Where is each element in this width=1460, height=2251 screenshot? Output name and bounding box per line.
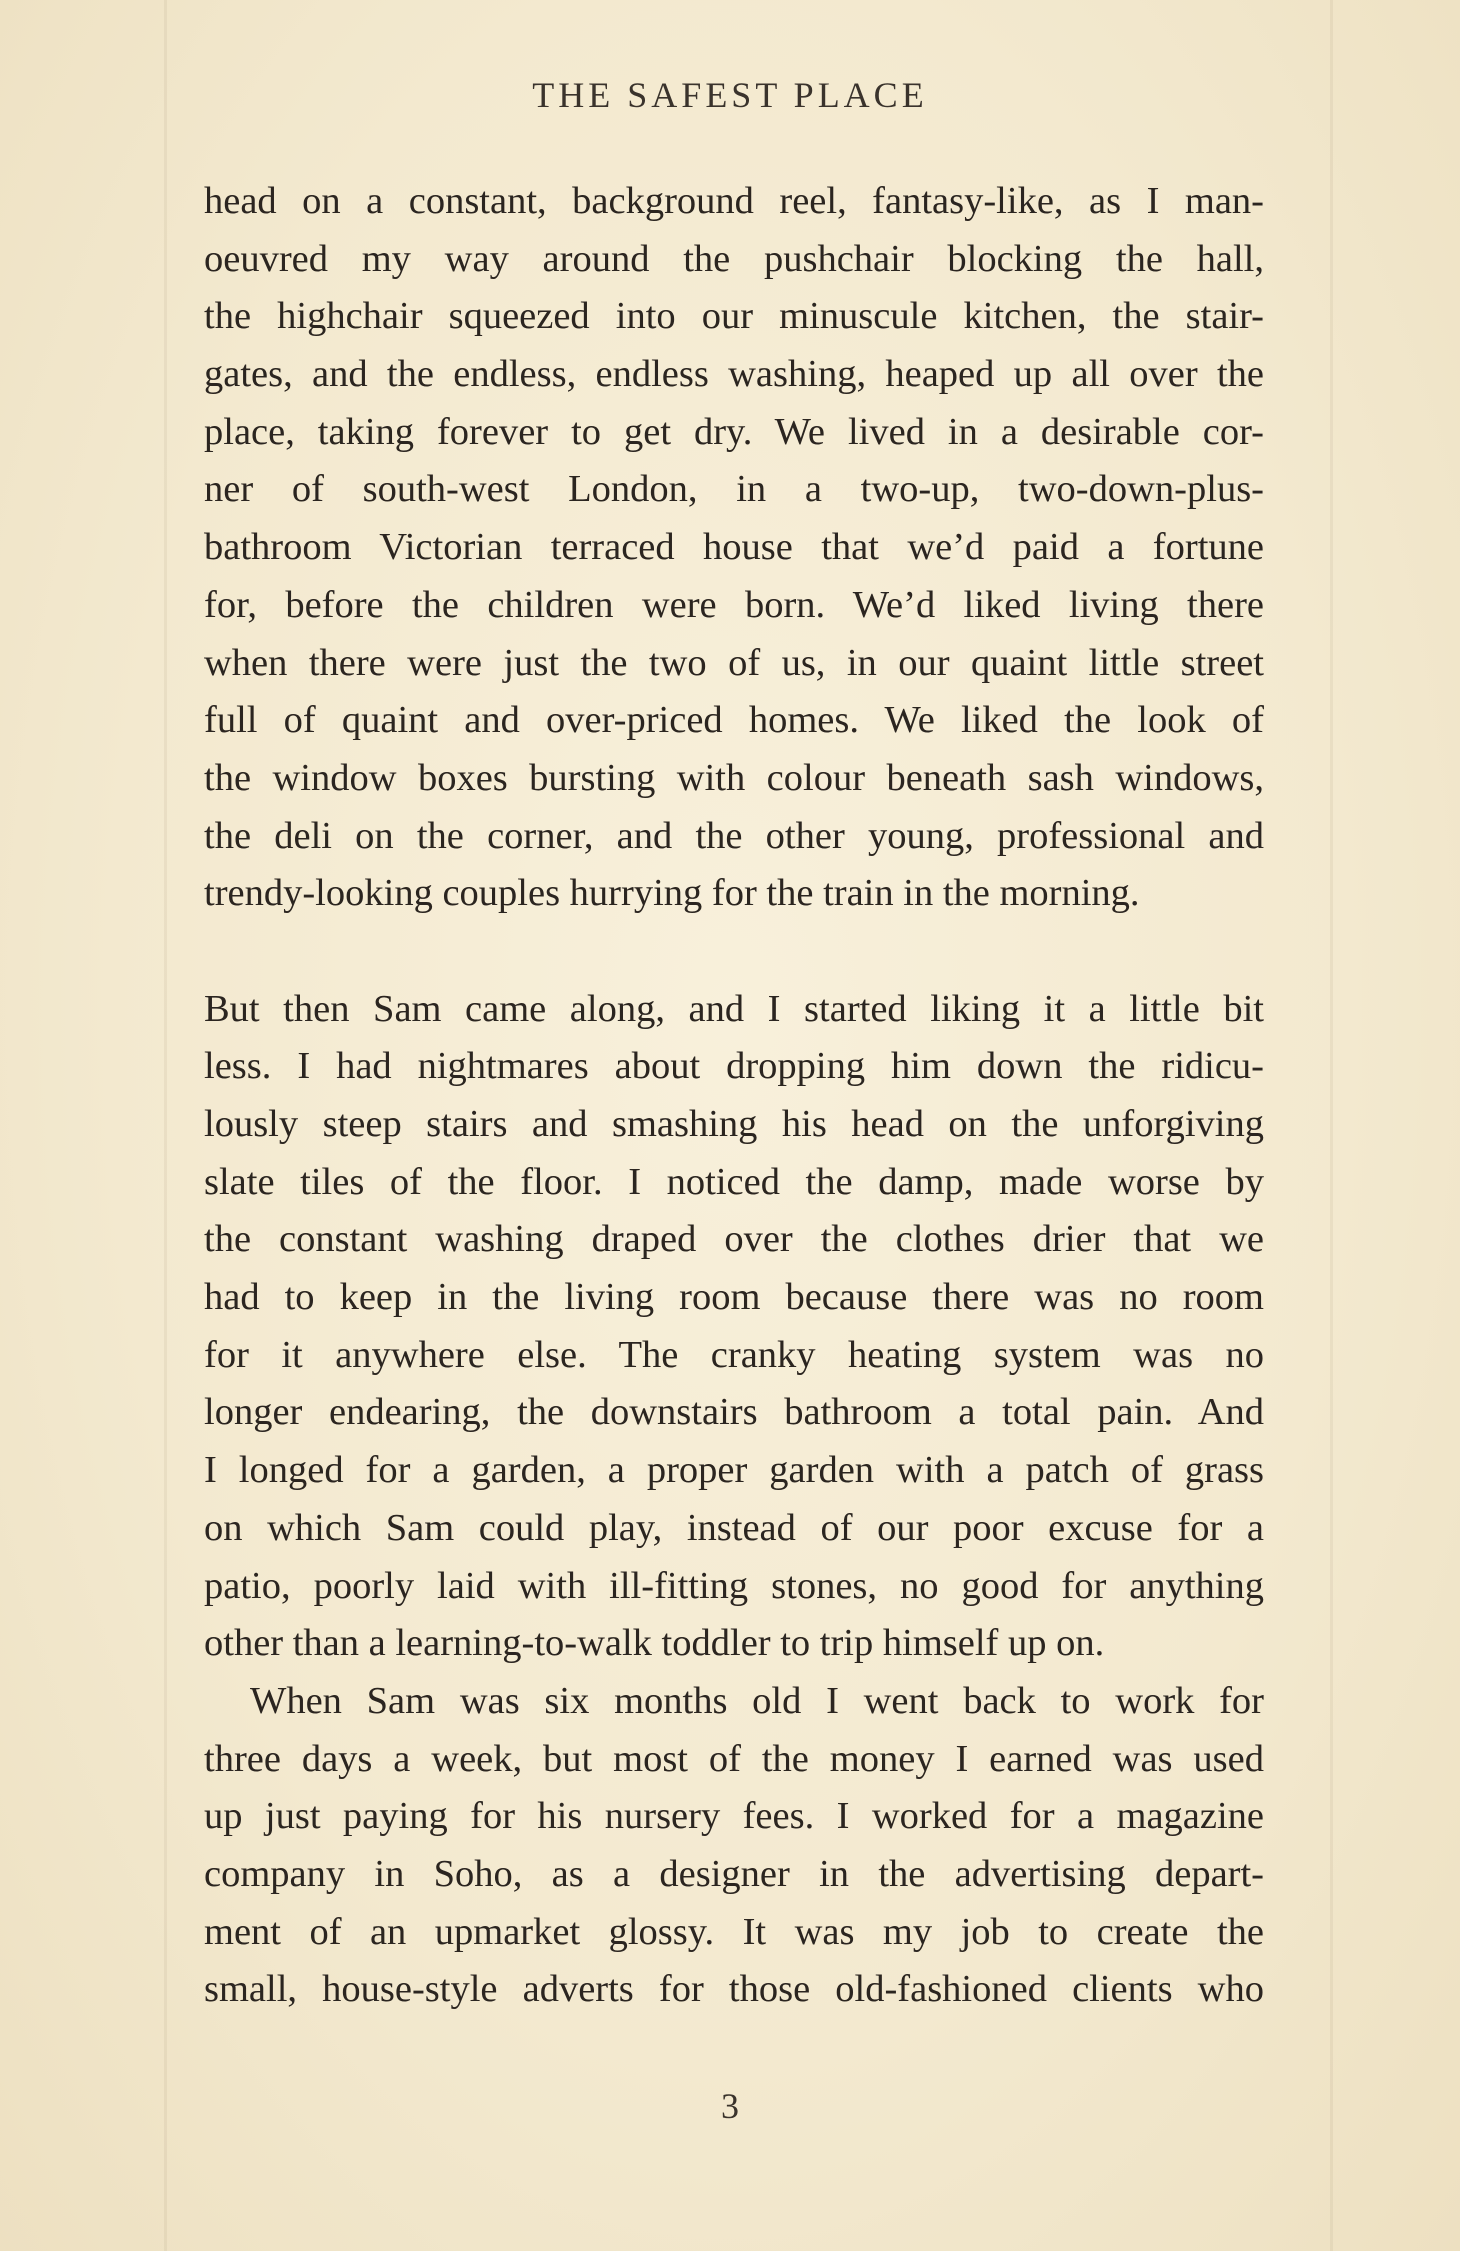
text-line: ner of south-west London, in a two-up, two-down-plus- [204,468,1264,511]
text-line: on which Sam could play, instead of our poor excuse for a [204,1506,1264,1549]
text-line: place, taking forever to get dry. We lived in a desirable cor- [204,410,1264,453]
text-line: small, house-style adverts for those old-fashioned clients who [204,1968,1264,2011]
text-line: the highchair squeezed into our minuscule kitchen, the stair- [204,295,1264,338]
running-head: THE SAFEST PLACE [532,75,928,115]
text-line: up just paying for his nursery fees. I worked for a magazine [204,1795,1264,1838]
text-line: three days a week, but most of the money I earned was used [204,1737,1264,1780]
text-line: the deli on the corner, and the other young, professional and [204,814,1264,857]
text-line: had to keep in the living room because there was no room [204,1276,1264,1319]
text-line: But then Sam came along, and I started liking it a little bit [204,987,1264,1030]
text-line: gates, and the endless, endless washing, heaped up all over the [204,353,1264,396]
text-line: company in Soho, as a designer in the advertising depart- [204,1852,1264,1895]
paragraph [204,1673,1264,2019]
text-line: the constant washing draped over the clothes drier that we [204,1218,1264,1261]
text-line: trendy-looking couples hurrying for the train in the morning. [204,872,1140,915]
page-fold-shadow [164,0,167,2251]
text-line: I longed for a garden, a proper garden with a patch of grass [204,1449,1264,1492]
page-number: 3 [721,2086,739,2126]
text-line: oeuvred my way around the pushchair blocking the hall, [204,237,1264,280]
text-line: when there were just the two of us, in our quaint little street [204,641,1264,684]
text-line: patio, poorly laid with ill-fitting stones, no good for anything [204,1564,1264,1607]
text-line: for, before the children were born. We’d liked living there [204,583,1264,626]
text-line: longer endearing, the downstairs bathroom a total pain. And [204,1391,1264,1434]
paragraph-break [204,923,1264,981]
text-line: bathroom Victorian terraced house that we’d paid a fortune [204,526,1264,569]
text-line: ment of an upmarket glossy. It was my job to create the [204,1910,1264,1953]
text-line: When Sam was six months old I went back to work for [250,1679,1264,1722]
text-line: for it anywhere else. The cranky heating system was no [204,1333,1264,1376]
text-line: other than a learning-to-walk toddler to trip himself up on. [204,1622,1105,1665]
paragraph [204,173,1264,923]
text-line: head on a constant, background reel, fantasy-like, as I man- [204,180,1264,222]
body-text [204,173,1264,2019]
text-line: less. I had nightmares about dropping him down the ridicu- [204,1045,1264,1088]
text-line: slate tiles of the floor. I noticed the damp, made worse by [204,1160,1264,1203]
page-edge-shadow [1330,0,1333,2251]
text-line: lously steep stairs and smashing his head on the unforgiving [204,1103,1264,1145]
text-line: full of quaint and over-priced homes. We liked the look of [204,699,1264,742]
text-line: the window boxes bursting with colour beneath sash windows, [204,756,1264,799]
paragraph [204,981,1264,1673]
